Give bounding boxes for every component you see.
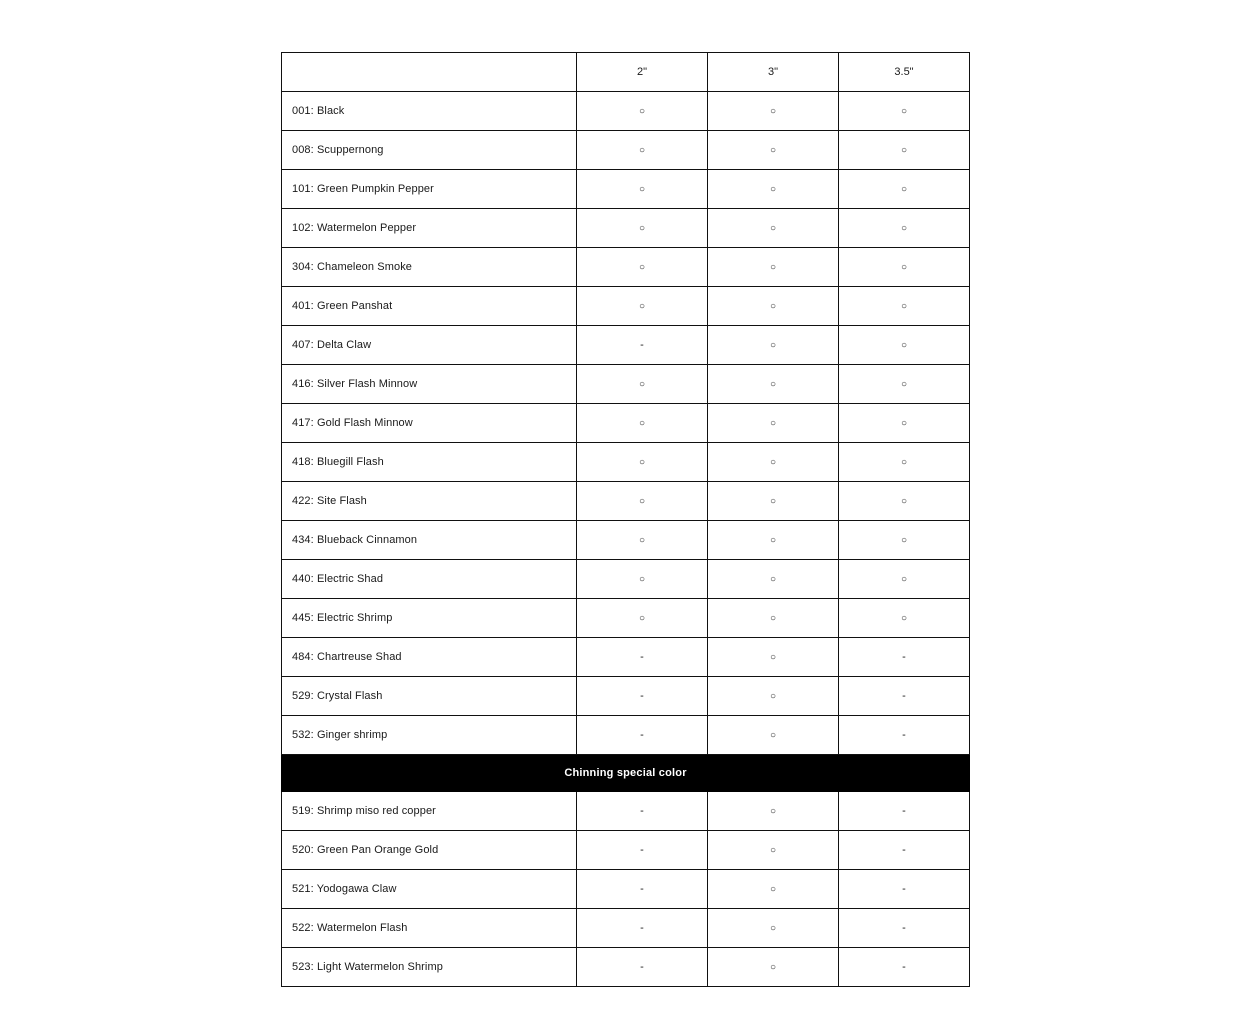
availability-35: [839, 365, 970, 404]
availability-mark: ○: [638, 535, 646, 546]
availability-3: [708, 638, 839, 677]
availability-3: [708, 909, 839, 948]
availability-mark: -: [902, 729, 906, 741]
color-name: 519: Shrimp miso red copper: [282, 792, 577, 831]
color-name: 523: Light Watermelon Shrimp: [282, 948, 577, 987]
availability-2: [577, 560, 708, 599]
availability-2: [577, 599, 708, 638]
color-name: 484: Chartreuse Shad: [282, 638, 577, 677]
availability-mark: -: [902, 805, 906, 817]
availability-3: [708, 792, 839, 831]
availability-2: [577, 131, 708, 170]
availability-2: [577, 209, 708, 248]
availability-mark: ○: [769, 574, 777, 585]
table-row: [282, 443, 970, 482]
availability-mark: ○: [638, 262, 646, 273]
availability-2: [577, 443, 708, 482]
availability-35: [839, 599, 970, 638]
availability-mark: ○: [769, 845, 777, 856]
color-name: 407: Delta Claw: [282, 326, 577, 365]
availability-mark: ○: [769, 301, 777, 312]
color-name: 102: Watermelon Pepper: [282, 209, 577, 248]
availability-3: [708, 365, 839, 404]
availability-mark: -: [640, 844, 644, 856]
availability-mark: -: [902, 961, 906, 973]
availability-mark: ○: [769, 340, 777, 351]
availability-2: [577, 404, 708, 443]
availability-mark: ○: [638, 613, 646, 624]
color-name: 416: Silver Flash Minnow: [282, 365, 577, 404]
availability-35: [839, 716, 970, 755]
section-header-label: Chinning special color: [282, 755, 970, 792]
availability-35: [839, 287, 970, 326]
availability-mark: ○: [769, 691, 777, 702]
availability-2: [577, 248, 708, 287]
availability-2: [577, 638, 708, 677]
color-name: 418: Bluegill Flash: [282, 443, 577, 482]
availability-mark: ○: [638, 418, 646, 429]
availability-2: [577, 326, 708, 365]
availability-mark: ○: [638, 301, 646, 312]
availability-mark: ○: [900, 457, 908, 468]
color-name: 304: Chameleon Smoke: [282, 248, 577, 287]
availability-mark: ○: [638, 106, 646, 117]
availability-mark: -: [640, 339, 644, 351]
availability-mark: ○: [900, 379, 908, 390]
table-row: [282, 909, 970, 948]
availability-mark: ○: [900, 184, 908, 195]
availability-mark: ○: [900, 613, 908, 624]
availability-2: [577, 909, 708, 948]
availability-2: [577, 170, 708, 209]
availability-mark: ○: [638, 496, 646, 507]
table-row: [282, 404, 970, 443]
availability-mark: ○: [769, 613, 777, 624]
availability-3: [708, 170, 839, 209]
color-name: 422: Site Flash: [282, 482, 577, 521]
availability-3: [708, 560, 839, 599]
color-name: 008: Scuppernong: [282, 131, 577, 170]
availability-mark: -: [640, 729, 644, 741]
color-name: 401: Green Panshat: [282, 287, 577, 326]
availability-mark: ○: [900, 535, 908, 546]
availability-mark: -: [640, 690, 644, 702]
availability-mark: ○: [900, 340, 908, 351]
availability-mark: -: [902, 651, 906, 663]
table-row: [282, 792, 970, 831]
availability-35: [839, 831, 970, 870]
availability-mark: ○: [769, 457, 777, 468]
availability-3: [708, 209, 839, 248]
color-name: 520: Green Pan Orange Gold: [282, 831, 577, 870]
color-name: 440: Electric Shad: [282, 560, 577, 599]
color-name: 522: Watermelon Flash: [282, 909, 577, 948]
availability-mark: ○: [769, 962, 777, 973]
column-header-color: [282, 53, 577, 92]
availability-35: [839, 131, 970, 170]
availability-mark: -: [640, 961, 644, 973]
table-row: [282, 521, 970, 560]
availability-3: [708, 248, 839, 287]
availability-mark: -: [640, 883, 644, 895]
availability-35: [839, 870, 970, 909]
availability-3: [708, 92, 839, 131]
availability-mark: ○: [900, 418, 908, 429]
availability-mark: -: [902, 690, 906, 702]
availability-mark: ○: [900, 106, 908, 117]
availability-mark: -: [902, 844, 906, 856]
availability-35: [839, 209, 970, 248]
availability-2: [577, 870, 708, 909]
availability-mark: ○: [769, 379, 777, 390]
availability-mark: ○: [900, 301, 908, 312]
availability-mark: ○: [769, 184, 777, 195]
availability-35: [839, 521, 970, 560]
availability-3: [708, 599, 839, 638]
availability-3: [708, 870, 839, 909]
table-row: [282, 326, 970, 365]
table-row: [282, 287, 970, 326]
availability-mark: ○: [638, 184, 646, 195]
section-header-row: [282, 755, 970, 792]
availability-35: [839, 909, 970, 948]
table-header-row: [282, 53, 970, 92]
table-row: [282, 209, 970, 248]
color-name: 521: Yodogawa Claw: [282, 870, 577, 909]
availability-mark: ○: [638, 223, 646, 234]
table-row: [282, 248, 970, 287]
availability-2: [577, 948, 708, 987]
availability-mark: ○: [638, 457, 646, 468]
table-row: [282, 482, 970, 521]
availability-3: [708, 716, 839, 755]
availability-mark: ○: [769, 923, 777, 934]
color-name: 101: Green Pumpkin Pepper: [282, 170, 577, 209]
availability-mark: ○: [769, 730, 777, 741]
availability-2: [577, 92, 708, 131]
availability-2: [577, 365, 708, 404]
availability-35: [839, 638, 970, 677]
column-header-size-2: 2": [577, 53, 708, 92]
availability-mark: ○: [900, 496, 908, 507]
availability-3: [708, 482, 839, 521]
availability-mark: -: [640, 805, 644, 817]
availability-mark: ○: [769, 535, 777, 546]
availability-mark: ○: [769, 145, 777, 156]
table-row: [282, 560, 970, 599]
table-header: [282, 53, 970, 92]
availability-mark: ○: [638, 379, 646, 390]
table-row: [282, 831, 970, 870]
availability-35: [839, 92, 970, 131]
availability-mark: ○: [638, 145, 646, 156]
availability-mark: ○: [769, 884, 777, 895]
availability-mark: ○: [900, 223, 908, 234]
availability-3: [708, 287, 839, 326]
availability-2: [577, 521, 708, 560]
availability-mark: ○: [769, 262, 777, 273]
table-row: [282, 716, 970, 755]
availability-35: [839, 948, 970, 987]
column-header-size-35: 3.5": [839, 53, 970, 92]
availability-2: [577, 831, 708, 870]
color-name: 532: Ginger shrimp: [282, 716, 577, 755]
availability-mark: -: [902, 883, 906, 895]
availability-mark: ○: [769, 806, 777, 817]
availability-mark: ○: [769, 106, 777, 117]
table-row: [282, 948, 970, 987]
availability-2: [577, 716, 708, 755]
availability-35: [839, 792, 970, 831]
color-size-chart: [281, 52, 969, 987]
availability-2: [577, 677, 708, 716]
color-availability-table: [281, 52, 970, 987]
color-name: 529: Crystal Flash: [282, 677, 577, 716]
availability-mark: ○: [900, 145, 908, 156]
availability-3: [708, 131, 839, 170]
availability-mark: ○: [769, 496, 777, 507]
availability-mark: ○: [769, 652, 777, 663]
availability-mark: -: [640, 922, 644, 934]
availability-mark: ○: [769, 223, 777, 234]
availability-3: [708, 443, 839, 482]
color-name: 434: Blueback Cinnamon: [282, 521, 577, 560]
availability-mark: ○: [638, 574, 646, 585]
table-row: [282, 365, 970, 404]
availability-2: [577, 792, 708, 831]
availability-35: [839, 482, 970, 521]
table-row: [282, 677, 970, 716]
availability-3: [708, 831, 839, 870]
availability-3: [708, 677, 839, 716]
color-name: 417: Gold Flash Minnow: [282, 404, 577, 443]
availability-3: [708, 521, 839, 560]
color-name: 001: Black: [282, 92, 577, 131]
availability-35: [839, 443, 970, 482]
availability-35: [839, 248, 970, 287]
availability-mark: ○: [900, 574, 908, 585]
availability-3: [708, 948, 839, 987]
availability-2: [577, 287, 708, 326]
color-name: 445: Electric Shrimp: [282, 599, 577, 638]
availability-35: [839, 560, 970, 599]
availability-2: [577, 482, 708, 521]
table-row: [282, 599, 970, 638]
table-body: [282, 92, 970, 987]
table-row: [282, 870, 970, 909]
availability-mark: ○: [769, 418, 777, 429]
availability-mark: -: [640, 651, 644, 663]
availability-35: [839, 326, 970, 365]
availability-3: [708, 404, 839, 443]
table-row: [282, 131, 970, 170]
availability-35: [839, 170, 970, 209]
availability-35: [839, 404, 970, 443]
column-header-size-3: 3": [708, 53, 839, 92]
availability-35: [839, 677, 970, 716]
table-row: [282, 638, 970, 677]
availability-mark: -: [902, 922, 906, 934]
availability-3: [708, 326, 839, 365]
table-row: [282, 170, 970, 209]
table-row: [282, 92, 970, 131]
availability-mark: ○: [900, 262, 908, 273]
